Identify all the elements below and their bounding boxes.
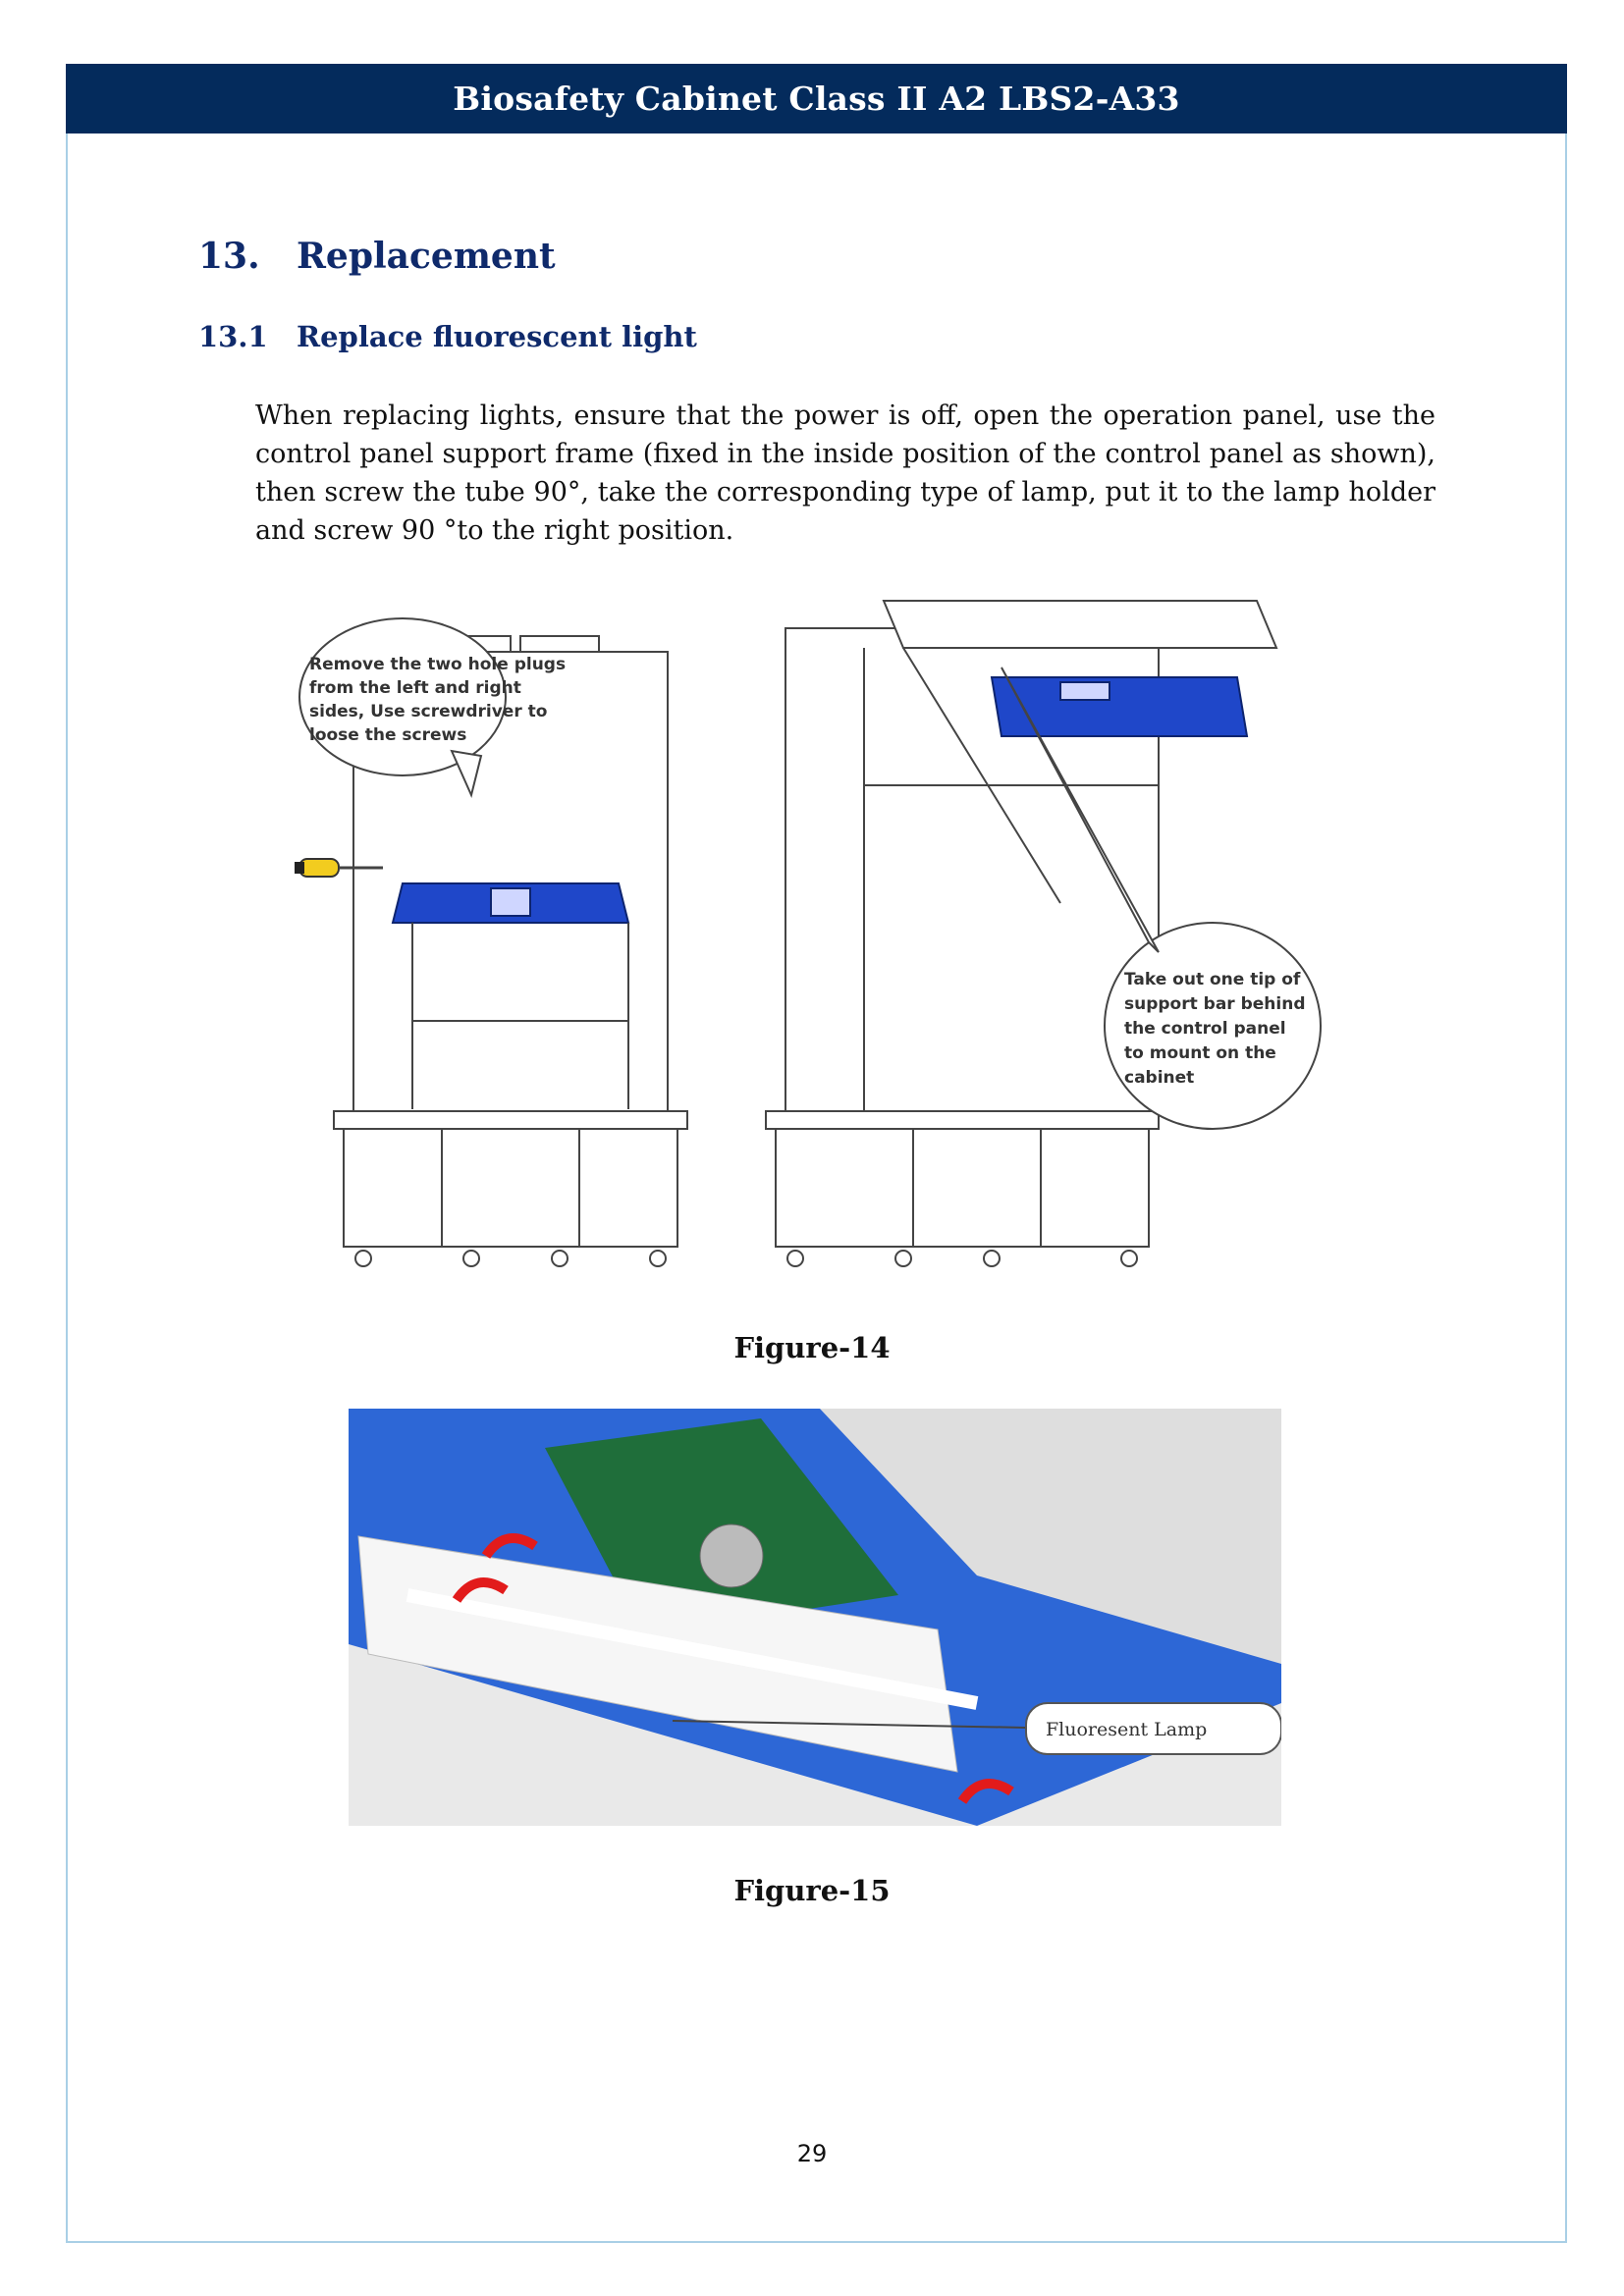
left-callout-line-1: Remove the two hole plugs (309, 655, 567, 674)
figure-14-illustration (295, 589, 1326, 1276)
left-caster-1 (355, 1251, 371, 1266)
document-header (66, 64, 1567, 133)
right-worktop (766, 1111, 1159, 1129)
right-hinged-top (884, 601, 1276, 648)
right-caster-4 (1121, 1251, 1137, 1266)
left-display-screen (491, 888, 530, 916)
left-worktop (334, 1111, 687, 1129)
figure-15-caption: Figure-15 (733, 1874, 891, 1907)
right-control-panel (992, 677, 1247, 736)
left-callout-line-2: from the left and right (309, 678, 521, 698)
right-callout-line-5: cabinet (1124, 1068, 1195, 1088)
section-title: Replacement (297, 236, 556, 277)
left-callout-line-4: loose the screws (309, 725, 467, 745)
section-heading (198, 236, 556, 277)
fan-icon (700, 1524, 763, 1587)
right-callout-line-1: Take out one tip of (1124, 970, 1301, 989)
right-callout-line-2: support bar behind (1124, 994, 1306, 1014)
right-callout-line-4: to mount on the (1124, 1043, 1276, 1063)
right-caster-3 (984, 1251, 1000, 1266)
left-caster-2 (463, 1251, 479, 1266)
document-title: Biosafety Cabinet Class II A2 LBS2-A33 (453, 80, 1180, 118)
left-stand (344, 1129, 677, 1247)
lamp-photo (349, 1409, 1281, 1826)
page-number: 29 (796, 2140, 828, 2167)
left-caster-3 (552, 1251, 568, 1266)
right-display-screen (1060, 682, 1110, 700)
right-stand (776, 1129, 1149, 1247)
figure-14-caption: Figure-14 (733, 1331, 891, 1364)
section-number: 13. (198, 236, 260, 277)
subsection-number: 13.1 (198, 320, 268, 353)
right-callout-line-3: the control panel (1124, 1019, 1286, 1039)
top-exhaust-right (520, 636, 599, 652)
left-caster-4 (650, 1251, 666, 1266)
right-caster-2 (895, 1251, 911, 1266)
figure-15-photo (349, 1409, 1281, 1826)
instruction-paragraph: When replacing lights, ensure that the power is off, open the operation panel, use the control panel support frame (fixed in the inside position of the control panel as shown), then screw the tube 90°, take the corresponding type of lamp, put it to the lamp holder and screw 90 °to the right position. (255, 400, 1435, 546)
right-caster-1 (787, 1251, 803, 1266)
subsection-heading (198, 320, 697, 353)
left-callout-line-3: sides, Use screwdriver to (309, 702, 548, 721)
subsection-title: Replace fluorescent light (297, 320, 697, 353)
lamp-label-text: Fluoresent Lamp (1046, 1719, 1208, 1740)
cabinet-diagram (295, 589, 1326, 1276)
